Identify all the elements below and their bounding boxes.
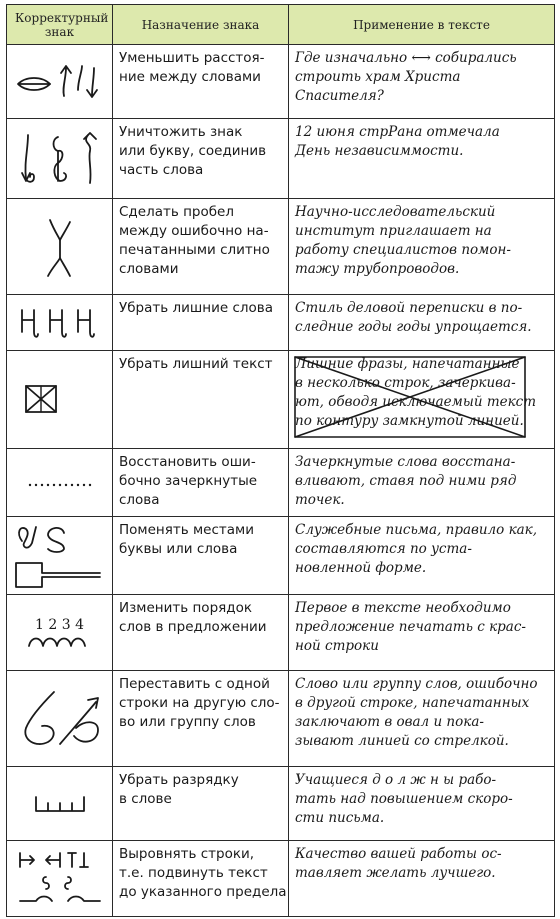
swap-marks-icon (12, 521, 108, 591)
purpose-line: Уничтожить знак (119, 124, 243, 140)
purpose-cell (113, 767, 289, 841)
purpose-line: Восстановить оши- (119, 454, 256, 470)
purpose-line: словами (119, 261, 179, 277)
usage-line: работу специалистов помон- (295, 242, 511, 258)
table-row (7, 295, 555, 351)
purpose-cell (113, 351, 289, 449)
usage-line: составляются по уста- (295, 541, 472, 557)
usage-line: Зачеркнутые слова восстана- (295, 454, 516, 470)
delete-words-marks-icon (12, 304, 108, 342)
purpose-line: слов в предложении (119, 619, 267, 635)
sign-cell (7, 449, 113, 517)
purpose-line: Сделать пробел (119, 204, 234, 220)
purpose-line: между ошибочно на- (119, 223, 269, 239)
sign-cell (7, 45, 113, 119)
sign-cell (7, 351, 113, 449)
sign-cell (7, 671, 113, 767)
usage-line: ют, обводя исключаемый текст (295, 394, 537, 410)
purpose-line: т.е. подвинуть текст (119, 865, 268, 881)
purpose-cell (113, 841, 289, 917)
purpose-line: Убрать лишний текст (119, 356, 273, 372)
table-row (7, 767, 555, 841)
usage-line: 12 июня стрРана отмечала (295, 124, 500, 140)
purpose-line: в слове (119, 791, 172, 807)
purpose-cell (113, 295, 289, 351)
usage-line: ной строки (295, 638, 379, 654)
usage-line: по контуру замкнутой линией. (295, 413, 524, 429)
purpose-cell (113, 671, 289, 767)
sign-cell (7, 517, 113, 595)
usage-line: Слово или группу слов, ошибочно (295, 676, 538, 692)
usage-cell (289, 295, 555, 351)
table-row (7, 517, 555, 595)
sign-cell (7, 767, 113, 841)
usage-line: тать над повышением скоро- (295, 791, 513, 807)
usage-line: заключают в овал и пока- (295, 714, 484, 730)
purpose-line: часть слова (119, 162, 204, 178)
purpose-cell (113, 517, 289, 595)
purpose-line: или букву, соединив (119, 143, 267, 159)
strike-box-icon (293, 355, 529, 439)
usage-cell (289, 199, 555, 295)
header-sign: Корректурный знак (7, 5, 113, 45)
purpose-line: ние между словами (119, 69, 261, 85)
usage-line: вливают, ставя под ними ряд (295, 473, 517, 489)
usage-line: в другой строке, напечатанных (295, 695, 530, 711)
usage-line: Учащиеся д о л ж н ы рабо- (295, 772, 497, 788)
align-lines-icon (12, 841, 108, 905)
purpose-cell (113, 449, 289, 517)
usage-cell (289, 45, 555, 119)
usage-line: День независиммости. (295, 143, 464, 159)
sign-cell (7, 199, 113, 295)
purpose-cell (113, 595, 289, 671)
purpose-cell (113, 45, 289, 119)
purpose-cell (113, 119, 289, 199)
delete-marks-icon (12, 129, 108, 189)
table-row (7, 671, 555, 767)
purpose-line: слова (119, 492, 160, 508)
table-row (7, 449, 555, 517)
usage-line: новленной форме. (295, 560, 427, 576)
move-to-line-icon (12, 684, 108, 754)
sign-cell (7, 595, 113, 671)
insert-space-mark-icon (12, 214, 108, 280)
usage-line: тажу трубопроводов. (295, 261, 460, 277)
usage-line: точек. (295, 492, 345, 508)
usage-line: Стиль деловой переписки в по- (295, 300, 523, 316)
purpose-line: Убрать разрядку (119, 772, 239, 788)
usage-line: Качество вашей работы ос- (295, 846, 502, 862)
purpose-line: Убрать лишние слова (119, 300, 273, 316)
purpose-line: Уменьшить расстоя- (119, 50, 265, 66)
usage-line: Научно-исследовательский (295, 204, 496, 220)
purpose-line: бочно зачеркнутые (119, 473, 258, 489)
purpose-line: Переставить с одной (119, 676, 270, 692)
purpose-line: до указанного предела (119, 884, 287, 900)
purpose-line: печатанными слитно (119, 242, 270, 258)
purpose-line: Изменить порядок (119, 600, 253, 616)
usage-cell (289, 671, 555, 767)
usage-line: Служебные письма, правило как, (295, 522, 538, 538)
usage-line: Где изначально ⟷ собирались (295, 50, 517, 66)
proofreading-marks-table (6, 4, 555, 917)
usage-cell (289, 449, 555, 517)
purpose-line: буквы или слова (119, 541, 238, 557)
reorder-numbers: 1 2 3 4 (35, 616, 84, 633)
usage-cell (289, 351, 555, 449)
purpose-line: строки на другую сло- (119, 695, 280, 711)
usage-line: Лишние фразы, напечатанные (295, 356, 520, 372)
usage-line: институт приглашает на (295, 223, 492, 239)
close-space-marks-icon (12, 60, 108, 104)
usage-line: Спасителя? (295, 88, 384, 104)
table-row (7, 351, 555, 449)
purpose-line: во или группу слов (119, 714, 256, 730)
sign-cell (7, 295, 113, 351)
usage-line: зывают линией со стрелкой. (295, 733, 509, 749)
usage-cell (289, 517, 555, 595)
table-row (7, 841, 555, 917)
sign-cell (7, 841, 113, 917)
sign-cell (7, 119, 113, 199)
usage-cell (289, 767, 555, 841)
table-row (7, 199, 555, 295)
usage-line: сти письма. (295, 810, 385, 826)
remove-letterspacing-icon (12, 789, 108, 819)
purpose-cell (113, 199, 289, 295)
table-row (7, 45, 555, 119)
usage-line: следние годы годы упрощается. (295, 319, 532, 335)
usage-line: Первое в тексте необходимо (295, 600, 511, 616)
usage-line: в несколько строк, зачеркива- (295, 375, 516, 391)
crossed-box-icon (12, 380, 108, 420)
table-row (7, 595, 555, 671)
header-purpose: Назначение знака (113, 5, 289, 45)
purpose-line: Поменять местами (119, 522, 254, 538)
table-row (7, 119, 555, 199)
usage-line: тавляет желать лучшего. (295, 865, 496, 881)
purpose-line: Выровнять строки, (119, 846, 255, 862)
usage-cell (289, 119, 555, 199)
usage-line: строить храм Христа (295, 69, 461, 85)
dotted-underline-icon (12, 473, 108, 493)
usage-cell (289, 841, 555, 917)
usage-line: предложение печатать с крас- (295, 619, 526, 635)
header-row (7, 5, 555, 45)
reorder-words-icon (25, 632, 95, 648)
usage-cell (289, 595, 555, 671)
header-usage: Применение в тексте (289, 5, 555, 45)
